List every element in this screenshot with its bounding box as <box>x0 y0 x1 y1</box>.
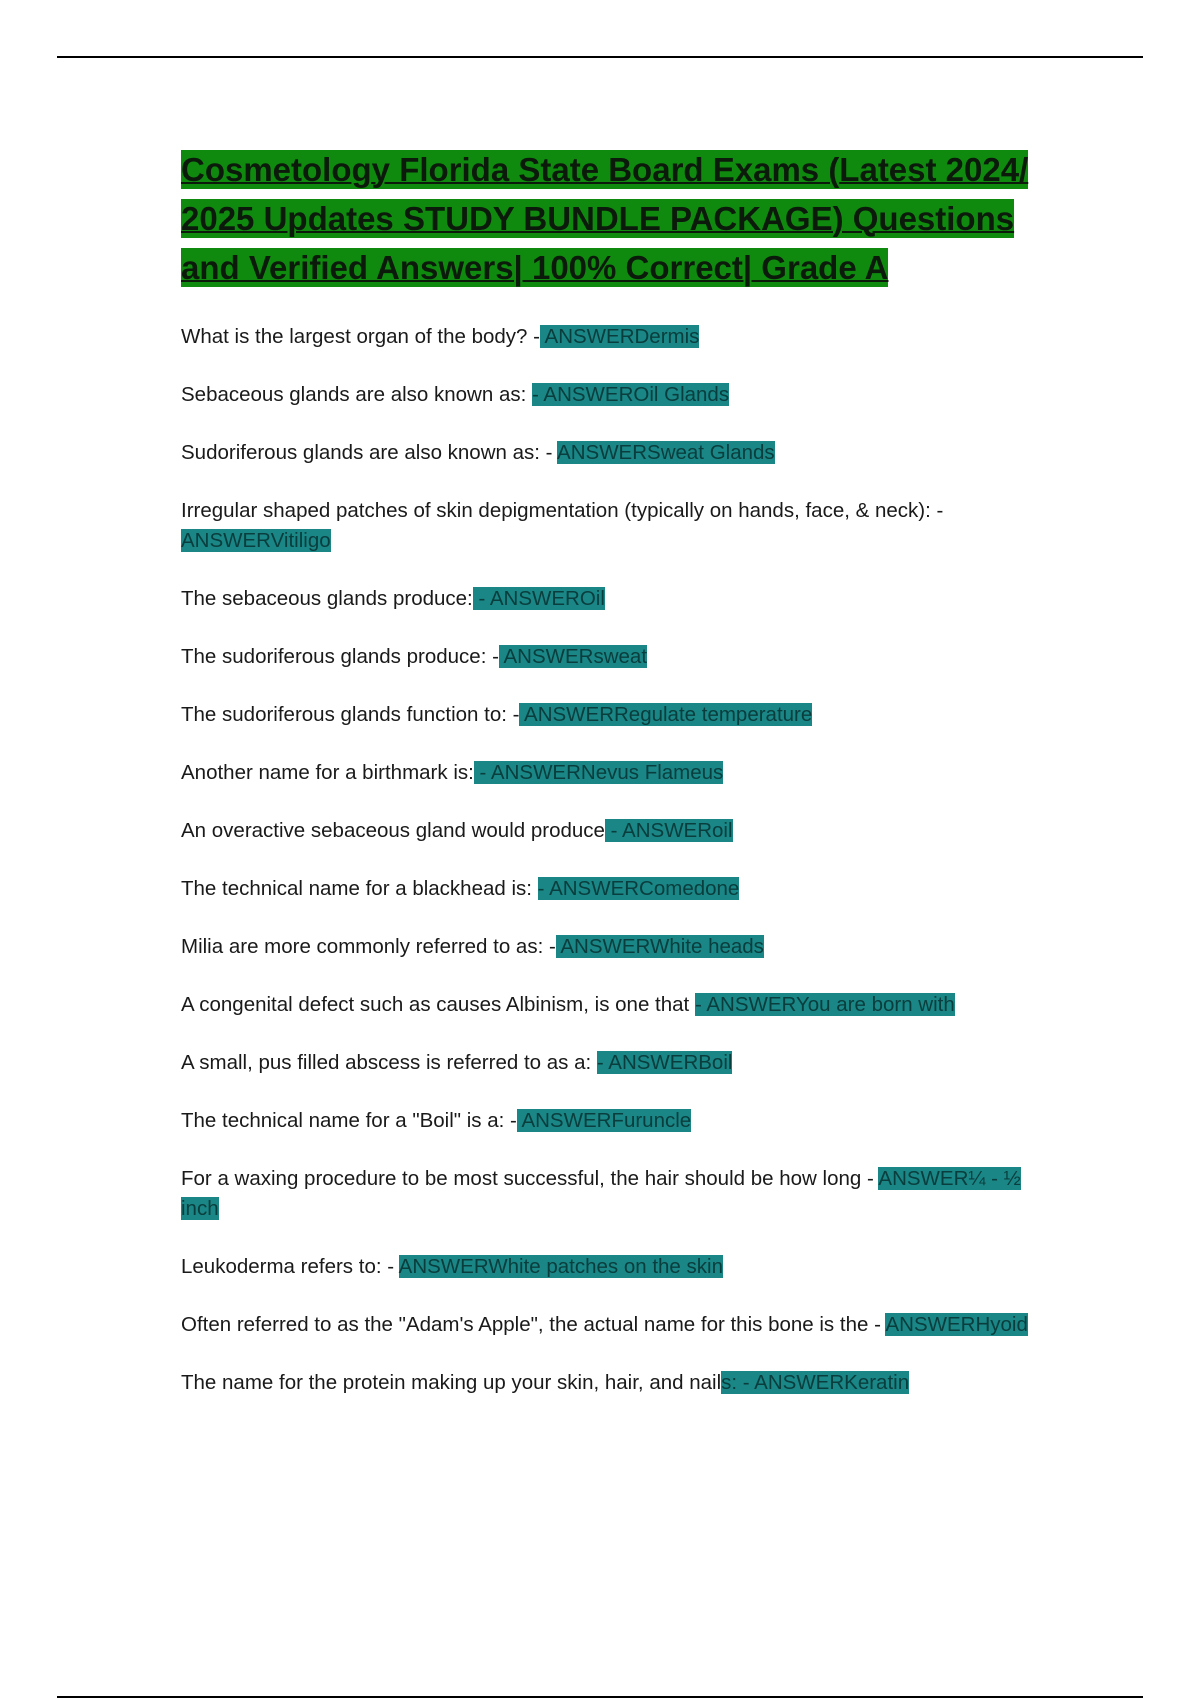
answer-highlight: - ANSWERoil <box>604 819 733 842</box>
qa-item <box>181 1252 1031 1282</box>
qa-item <box>181 932 1031 962</box>
qa-item <box>181 1164 1031 1224</box>
question-text: An overactive sebaceous gland would produce <box>181 819 605 842</box>
answer-highlight: ANSWERFuruncle <box>516 1109 692 1132</box>
question-text: Sudoriferous glands are also known as: - <box>181 441 558 464</box>
qa-item <box>181 874 1031 904</box>
answer-highlight: ANSWERsweat <box>498 645 648 668</box>
header-rule <box>57 56 1143 58</box>
document-title: Cosmetology Florida State Board Exams (Latest 2024/ 2025 Updates STUDY BUNDLE PACKAGE) Questions and Verified Answers| 100% Correct| Grade A <box>181 151 1029 286</box>
question-text: For a waxing procedure to be most successful, the hair should be how long - <box>181 1167 879 1190</box>
qa-item <box>181 700 1031 730</box>
answer-highlight: ANSWERWhite patches on the skin <box>398 1255 723 1278</box>
answer-highlight: ANSWERWhite heads <box>555 935 764 958</box>
qa-item <box>181 496 1031 556</box>
answer-highlight: - ANSWERBoil <box>596 1051 733 1074</box>
question-text: The technical name for a blackhead is: <box>181 877 538 900</box>
question-text: The sudoriferous glands function to: - <box>181 703 520 726</box>
question-text: Often referred to as the "Adam's Apple", the actual name for this bone is the - <box>181 1313 886 1336</box>
qa-item <box>181 584 1031 614</box>
answer-highlight: - ANSWERComedone <box>537 877 740 900</box>
question-text: Sebaceous glands are also known as: <box>181 383 533 406</box>
qa-item <box>181 1048 1031 1078</box>
qa-item <box>181 758 1031 788</box>
qa-item <box>181 438 1031 468</box>
qa-item <box>181 322 1031 352</box>
question-text: A congenital defect such as causes Albinism, is one that <box>181 993 695 1016</box>
question-text: Milia are more commonly referred to as: - <box>181 935 556 958</box>
qa-item <box>181 1106 1031 1136</box>
footer-rule <box>57 1696 1143 1698</box>
question-text: What is the largest organ of the body? - <box>181 325 540 348</box>
question-text: A small, pus filled abscess is referred to as a: <box>181 1051 597 1074</box>
qa-item <box>181 642 1031 672</box>
document-body <box>181 145 1031 1426</box>
question-text: Another name for a birthmark is: <box>181 761 474 784</box>
question-text: The sudoriferous glands produce: - <box>181 645 499 668</box>
answer-highlight: ANSWERVitiligo <box>181 529 331 552</box>
qa-item <box>181 1310 1031 1340</box>
qa-item <box>181 380 1031 410</box>
answer-highlight: - ANSWEROil <box>472 587 605 610</box>
question-text: Leukoderma refers to: - <box>181 1255 399 1278</box>
question-text: Irregular shaped patches of skin depigmentation (typically on hands, face, & neck): - <box>181 499 944 522</box>
answer-highlight: ANSWERHyoid <box>885 1313 1028 1336</box>
answer-highlight: ANSWERRegulate temperature <box>519 703 813 726</box>
answer-highlight: s: - ANSWERKeratin <box>721 1371 910 1394</box>
qa-item <box>181 990 1031 1020</box>
answer-highlight: - ANSWERYou are born with <box>694 993 955 1016</box>
qa-item <box>181 1368 1031 1398</box>
question-text: The sebaceous glands produce: <box>181 587 473 610</box>
qa-item <box>181 816 1031 846</box>
answer-highlight: ANSWER¼ - ½ inch <box>181 1167 1021 1220</box>
answer-highlight: - ANSWERNevus Flameus <box>473 761 724 784</box>
question-text: The name for the protein making up your skin, hair, and nail <box>181 1371 722 1394</box>
answer-highlight: - ANSWEROil Glands <box>532 383 730 406</box>
answer-highlight: ANSWERDermis <box>539 325 700 348</box>
answer-highlight: ANSWERSweat Glands <box>557 441 775 464</box>
question-text: The technical name for a "Boil" is a: - <box>181 1109 517 1132</box>
